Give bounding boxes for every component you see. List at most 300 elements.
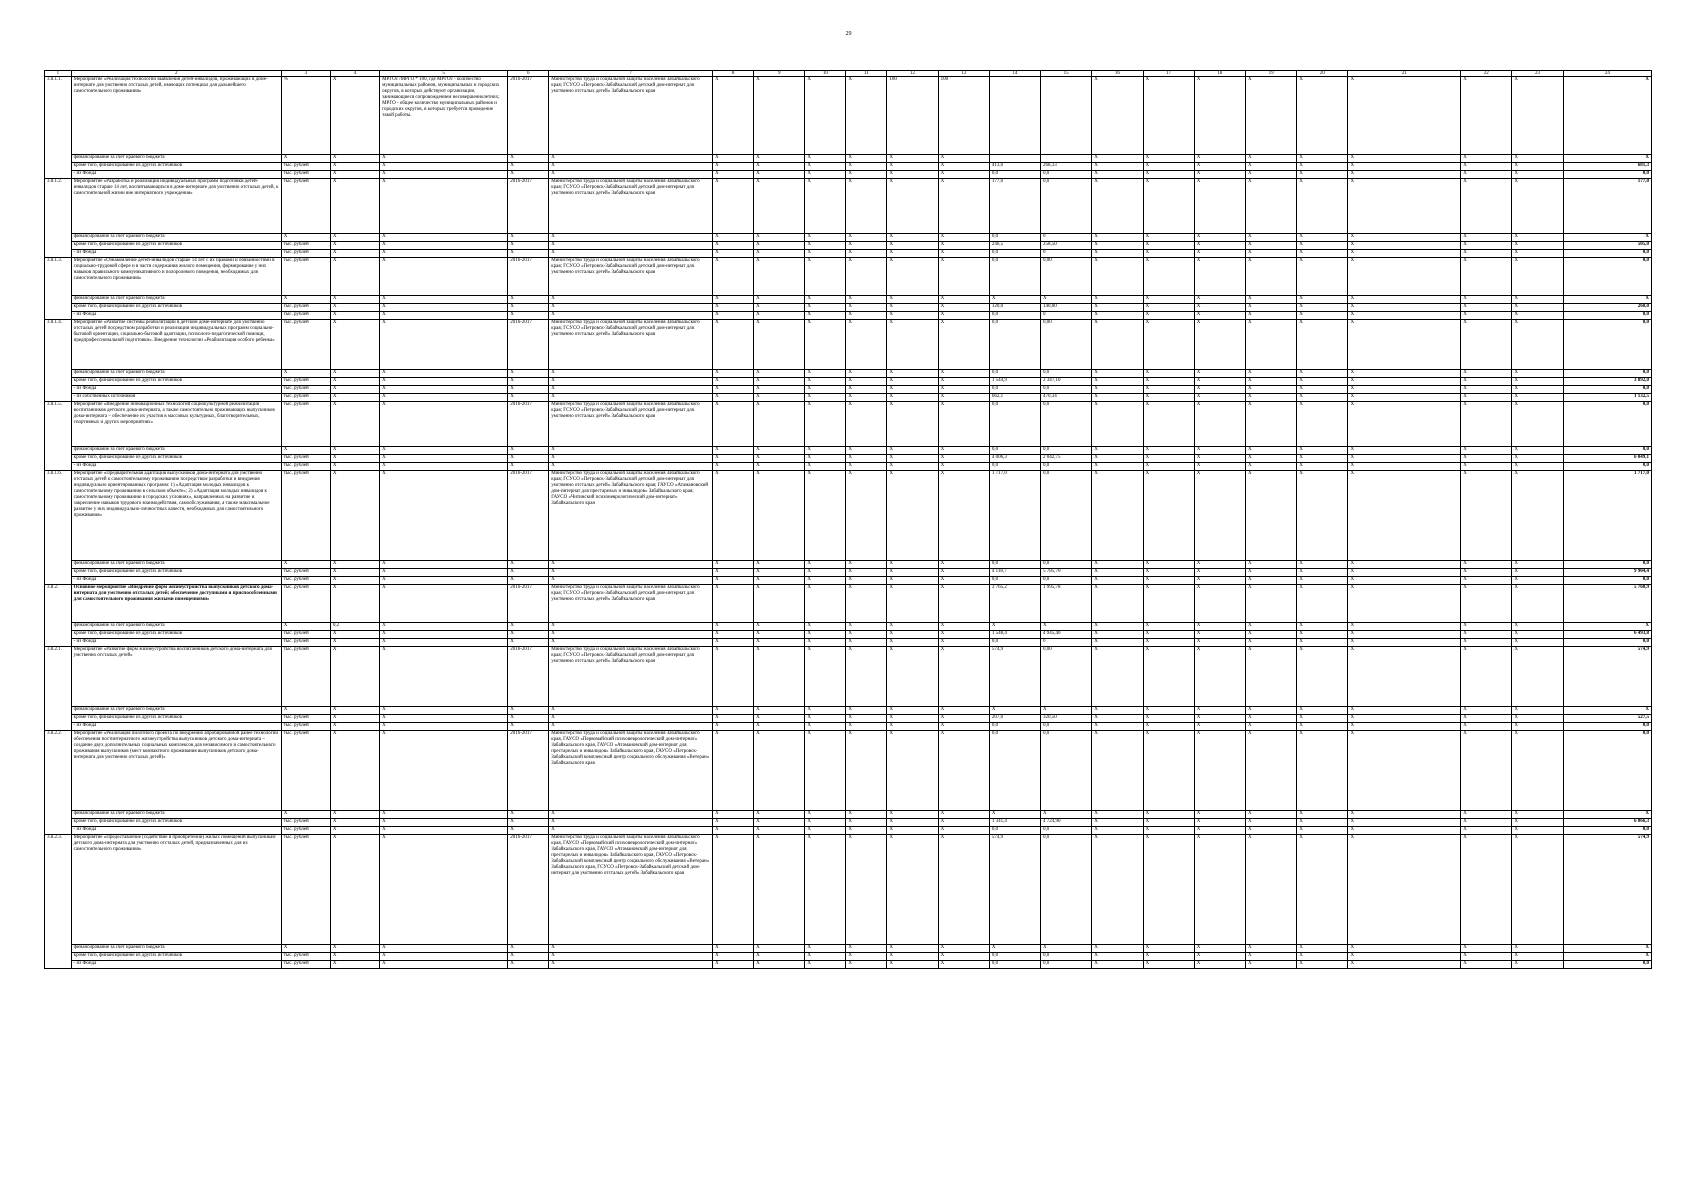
subrow-col7: Х xyxy=(549,447,713,455)
subrow-col19: Х xyxy=(1245,386,1296,394)
subrow-col6: Х xyxy=(508,953,549,961)
subrow-col10: Х xyxy=(805,455,846,463)
subrow-col20: Х xyxy=(1297,296,1348,304)
subrow-col14: 207,0 xyxy=(989,715,1040,723)
subrow-label: финансирование за счет краевого бюджета xyxy=(71,155,281,163)
subrow-col18: Х xyxy=(1194,707,1245,715)
subrow-col10: Х xyxy=(805,163,846,171)
subrow-col11: Х xyxy=(846,961,887,969)
subrow-total: 1 132,5 xyxy=(1563,394,1651,402)
subrow-label: кроме того, финансирование из других источников xyxy=(71,163,281,171)
table-row xyxy=(45,77,1652,155)
subrow-col17: Х xyxy=(1143,447,1194,455)
subrow-total: 0,0 xyxy=(1563,463,1651,471)
subrow-col20: Х xyxy=(1297,577,1348,585)
subrow-col10: Х xyxy=(805,715,846,723)
subrow-col16: Х xyxy=(1092,953,1143,961)
row-code: 3.8.2.2. xyxy=(45,731,72,835)
row-name: Мероприятие «Разработка и реализация индивидуальных программ подготовки детей-инвалидов старше 14 лет, воспитывающихся в доме-интернате для умственно отсталых детей, к самостоятельной жизни вне интернатного учреждения» xyxy=(71,179,281,234)
row-unit: тыс. рублей xyxy=(281,835,330,945)
row-col15: 0,0 xyxy=(1041,471,1092,561)
subrow-total: 505,0 xyxy=(1563,242,1651,250)
subrow-col6: Х xyxy=(508,707,549,715)
subrow-col6: Х xyxy=(508,569,549,577)
subrow-col7: Х xyxy=(549,961,713,969)
subrow-col6: Х xyxy=(508,242,549,250)
row-col23: Х xyxy=(1512,835,1563,945)
subrow-col7: Х xyxy=(549,234,713,242)
column-number-18: 18 xyxy=(1194,71,1245,77)
subrow-col5: Х xyxy=(380,463,508,471)
row-col20: Х xyxy=(1297,585,1348,623)
subrow-col11: Х xyxy=(846,455,887,463)
subrow-col23: Х xyxy=(1512,819,1563,827)
subrow-col15: 0 xyxy=(1041,312,1092,320)
subrow-col10: Х xyxy=(805,394,846,402)
row-total: 574,9 xyxy=(1563,835,1651,945)
subrow-unit: тыс. рублей xyxy=(281,953,330,961)
subrow-col19: Х xyxy=(1245,639,1296,647)
subrow-col21: Х xyxy=(1348,707,1461,715)
row-col18: Х xyxy=(1194,402,1245,447)
row-col4: Х xyxy=(330,258,379,296)
subrow-col9: Х xyxy=(754,447,805,455)
subrow-col8: Х xyxy=(713,242,754,250)
table-subrow-fund xyxy=(45,639,1652,647)
subrow-col7: Х xyxy=(549,827,713,835)
subrow-col21: Х xyxy=(1348,171,1461,179)
subrow-col22: Х xyxy=(1461,296,1512,304)
subrow-label: финансирование за счет краевого бюджета xyxy=(71,561,281,569)
subrow-total: 6 493,8 xyxy=(1563,631,1651,639)
column-number-17: 17 xyxy=(1143,71,1194,77)
subrow-col7: Х xyxy=(549,242,713,250)
subrow-col4: 0,2 xyxy=(330,623,379,631)
subrow-col14: 0,0 xyxy=(989,639,1040,647)
table-subrow-fin-other xyxy=(45,455,1652,463)
subrow-col17: Х xyxy=(1143,961,1194,969)
subrow-col5: Х xyxy=(380,296,508,304)
subrow-col9: Х xyxy=(754,623,805,631)
row-code: 3.8.1.1. xyxy=(45,77,72,179)
subrow-col13: Х xyxy=(938,945,989,953)
row-name: Мероприятие «Реализация технологии выявления детей-инвалидов, проживающих в доме-интернате для умственно отсталых детей, имеющих потенциал для дальнейшего самостоятельного проживания» xyxy=(71,77,281,155)
row-col13: Х xyxy=(938,585,989,623)
row-executor: Министерство труда и социальной защиты населения Забайкальского края; ГСУСО «Петровск-Забайкальский детский дом-интернат для умственно отсталых детей» Забайкальского края xyxy=(549,585,713,623)
subrow-col19: Х xyxy=(1245,577,1296,585)
subrow-col19: Х xyxy=(1245,312,1296,320)
subrow-col11: Х xyxy=(846,827,887,835)
column-number-15: 15 xyxy=(1041,71,1092,77)
subrow-unit: тыс. рублей xyxy=(281,639,330,647)
subrow-col7: Х xyxy=(549,378,713,386)
subrow-col12: Х xyxy=(887,370,938,378)
row-executor: Министерство труда и социальной защиты населения Забайкальского края; ГСУСО «Петровск-Забайкальский детский дом-интернат для умственно отсталых детей» Забайкальского края xyxy=(549,320,713,370)
row-col19: Х xyxy=(1245,77,1296,155)
subrow-col22: Х xyxy=(1461,463,1512,471)
row-col17: Х xyxy=(1143,77,1194,155)
subrow-col16: Х xyxy=(1092,370,1143,378)
subrow-label: - из Фонда xyxy=(71,463,281,471)
row-col22: Х xyxy=(1461,585,1512,623)
subrow-col6: Х xyxy=(508,455,549,463)
subrow-col11: Х xyxy=(846,715,887,723)
subrow-label: кроме того, финансирование из других источников xyxy=(71,631,281,639)
subrow-col15: 4 945,40 xyxy=(1041,631,1092,639)
subrow-col14: 0,0 xyxy=(989,386,1040,394)
subrow-label: финансирование за счет краевого бюджета xyxy=(71,234,281,242)
subrow-col20: Х xyxy=(1297,155,1348,163)
subrow-col17: Х xyxy=(1143,463,1194,471)
row-name: Мероприятие «Развитие форм жизнеустройства воспитанников детского дома-интерната для умственно отсталых детей» xyxy=(71,647,281,707)
subrow-label: кроме того, финансирование из других источников xyxy=(71,569,281,577)
subrow-col4: Х xyxy=(330,250,379,258)
subrow-col9: Х xyxy=(754,945,805,953)
subrow-col18: Х xyxy=(1194,447,1245,455)
table-subrow-fin-other xyxy=(45,715,1652,723)
subrow-col18: Х xyxy=(1194,819,1245,827)
table-subrow-fin-other xyxy=(45,163,1652,171)
subrow-col14: Х xyxy=(989,945,1040,953)
row-col17: Х xyxy=(1143,647,1194,707)
subrow-label: - из Фонда xyxy=(71,312,281,320)
row-col18: Х xyxy=(1194,258,1245,296)
row-col21: Х xyxy=(1348,471,1461,561)
subrow-col23: Х xyxy=(1512,463,1563,471)
table-subrow-fin-kb xyxy=(45,623,1652,631)
subrow-col15: 0,0 xyxy=(1041,463,1092,471)
subrow-col10: Х xyxy=(805,171,846,179)
subrow-col17: Х xyxy=(1143,370,1194,378)
subrow-col11: Х xyxy=(846,312,887,320)
subrow-col15: 0 xyxy=(1041,639,1092,647)
row-col19: Х xyxy=(1245,471,1296,561)
subrow-col17: Х xyxy=(1143,378,1194,386)
table-subrow-fin-kb xyxy=(45,370,1652,378)
subrow-col7: Х xyxy=(549,723,713,731)
subrow-col9: Х xyxy=(754,378,805,386)
subrow-col21: Х xyxy=(1348,250,1461,258)
subrow-col16: Х xyxy=(1092,312,1143,320)
subrow-unit: тыс. рублей xyxy=(281,463,330,471)
subrow-col18: Х xyxy=(1194,312,1245,320)
table-subrow-fin-other xyxy=(45,378,1652,386)
subrow-col19: Х xyxy=(1245,455,1296,463)
subrow-col11: Х xyxy=(846,296,887,304)
table-row xyxy=(45,179,1652,234)
subrow-col23: Х xyxy=(1512,577,1563,585)
subrow-col19: Х xyxy=(1245,569,1296,577)
subrow-col4: Х xyxy=(330,631,379,639)
row-total: 0,0 xyxy=(1563,258,1651,296)
subrow-col8: Х xyxy=(713,715,754,723)
subrow-col14: Х xyxy=(989,811,1040,819)
subrow-col21: Х xyxy=(1348,631,1461,639)
subrow-col18: Х xyxy=(1194,242,1245,250)
subrow-col16: Х xyxy=(1092,811,1143,819)
subrow-col4: Х xyxy=(330,386,379,394)
subrow-col10: Х xyxy=(805,623,846,631)
subrow-col14: 4 006,3 xyxy=(989,455,1040,463)
subrow-col7: Х xyxy=(549,250,713,258)
subrow-col14: 0,0 xyxy=(989,370,1040,378)
table-row xyxy=(45,402,1652,447)
column-number-3: 3 xyxy=(281,71,330,77)
subrow-col15: 0,0 xyxy=(1041,370,1092,378)
row-col11: Х xyxy=(846,471,887,561)
subrow-col16: Х xyxy=(1092,394,1143,402)
program-table xyxy=(44,70,1652,969)
subrow-col9: Х xyxy=(754,250,805,258)
row-name: Мероприятие «Внедрение инновационных технологий социокультурной реабилитации воспитанников детского дома-интерната, а также самостоятельно проживающих выпускников дома-интерната – обеспечение их участия в массовых культурных, благотворительных, спортивных и других мероприятиях» xyxy=(71,402,281,447)
subrow-col21: Х xyxy=(1348,561,1461,569)
row-name: Мероприятие «Предварительная адаптация выпускников дома-интерната для умственно отсталых детей к самостоятельному проживанию посредством разработки и внедрения индивидуально ориентированных программ: 1) «Адаптация молодых инвалидов к самостоятельному проживанию в сельском объекте»; 2) «Адаптация молодых инвалидов к самостоятельному проживанию в городских условиях», направленных на развитие и закрепление навыков трудового взаимодействия, самообслуживания, а также максимальное развитие у них индивидуально-личностных качеств, необходимых для самостоятельного проживания» xyxy=(71,471,281,561)
subrow-col8: Х xyxy=(713,378,754,386)
subrow-col6: Х xyxy=(508,304,549,312)
row-col19: Х xyxy=(1245,402,1296,447)
subrow-col22: Х xyxy=(1461,394,1512,402)
subrow-col19: Х xyxy=(1245,827,1296,835)
subrow-col15: 0,0 xyxy=(1041,827,1092,835)
subrow-col20: Х xyxy=(1297,312,1348,320)
row-col20: Х xyxy=(1297,647,1348,707)
table-row xyxy=(45,320,1652,370)
subrow-col19: Х xyxy=(1245,304,1296,312)
row-code: 3.8.2.3. xyxy=(45,835,72,969)
subrow-col15: 470,34 xyxy=(1041,394,1092,402)
subrow-col19: Х xyxy=(1245,463,1296,471)
subrow-col13: Х xyxy=(938,234,989,242)
subrow-col16: Х xyxy=(1092,304,1143,312)
subrow-col22: Х xyxy=(1461,312,1512,320)
subrow-col12: Х xyxy=(887,631,938,639)
subrow-total: 9 904,4 xyxy=(1563,569,1651,577)
subrow-col21: Х xyxy=(1348,811,1461,819)
subrow-col9: Х xyxy=(754,819,805,827)
subrow-col12: Х xyxy=(887,715,938,723)
subrow-col18: Х xyxy=(1194,234,1245,242)
table-subrow-fund xyxy=(45,386,1652,394)
subrow-col5: Х xyxy=(380,953,508,961)
subrow-col14: Х xyxy=(989,707,1040,715)
subrow-col10: Х xyxy=(805,723,846,731)
subrow-col8: Х xyxy=(713,723,754,731)
subrow-col22: Х xyxy=(1461,631,1512,639)
subrow-col13: Х xyxy=(938,296,989,304)
row-col16: Х xyxy=(1092,585,1143,623)
subrow-col15: 268,33 xyxy=(1041,163,1092,171)
table-subrow-fin-other xyxy=(45,953,1652,961)
row-col13: Х xyxy=(938,402,989,447)
subrow-total: Х xyxy=(1563,945,1651,953)
row-col22: Х xyxy=(1461,258,1512,296)
subrow-label: - из Фонда xyxy=(71,250,281,258)
subrow-col6: Х xyxy=(508,463,549,471)
row-formula: Х xyxy=(380,258,508,296)
row-col20: Х xyxy=(1297,258,1348,296)
subrow-col23: Х xyxy=(1512,242,1563,250)
subrow-col21: Х xyxy=(1348,447,1461,455)
row-executor: Министерство труда и социальной защиты населения Забайкальского края; ГСУСО «Петровск-Забайкальский детский дом-интернат для умственно отсталых детей» Забайкальского края xyxy=(549,258,713,296)
row-col14: 0,0 xyxy=(989,320,1040,370)
table-subrow-fin-kb xyxy=(45,234,1652,242)
subrow-col5: Х xyxy=(380,631,508,639)
subrow-col19: Х xyxy=(1245,819,1296,827)
row-total: Х xyxy=(1563,77,1651,155)
subrow-col14: 0,0 xyxy=(989,312,1040,320)
row-col17: Х xyxy=(1143,731,1194,811)
subrow-unit: Х xyxy=(281,811,330,819)
row-col12: Х xyxy=(887,258,938,296)
subrow-col20: Х xyxy=(1297,234,1348,242)
table-row xyxy=(45,835,1652,945)
table-subrow-fund xyxy=(45,171,1652,179)
subrow-col8: Х xyxy=(713,707,754,715)
row-name: Мероприятие «Развитие системы реабилитации в детском доме-интернате для умственно отсталых детей посредством разработки и реализации индивидуальных программ социально-бытовой ориентации, социально-бытовой адаптации, психолого-педагогической помощи, предпрофессиональной подготовки». Внедрение технологии «Реабилитация особого ребенка» xyxy=(71,320,281,370)
subrow-col21: Х xyxy=(1348,234,1461,242)
subrow-col20: Х xyxy=(1297,631,1348,639)
subrow-col14: 0,0 xyxy=(989,577,1040,585)
row-col23: Х xyxy=(1512,647,1563,707)
subrow-col4: Х xyxy=(330,370,379,378)
subrow-col19: Х xyxy=(1245,378,1296,386)
subrow-total: Х xyxy=(1563,953,1651,961)
subrow-col10: Х xyxy=(805,296,846,304)
row-col17: Х xyxy=(1143,258,1194,296)
subrow-col12: Х xyxy=(887,707,938,715)
row-col11: Х xyxy=(846,402,887,447)
subrow-col13: Х xyxy=(938,250,989,258)
subrow-col14: 0,0 xyxy=(989,250,1040,258)
subrow-col5: Х xyxy=(380,707,508,715)
subrow-col19: Х xyxy=(1245,242,1296,250)
row-col12: Х xyxy=(887,835,938,945)
subrow-col19: Х xyxy=(1245,715,1296,723)
subrow-col4: Х xyxy=(330,463,379,471)
row-col21: Х xyxy=(1348,179,1461,234)
subrow-col16: Х xyxy=(1092,827,1143,835)
subrow-col11: Х xyxy=(846,953,887,961)
subrow-col8: Х xyxy=(713,250,754,258)
subrow-col7: Х xyxy=(549,623,713,631)
subrow-col20: Х xyxy=(1297,569,1348,577)
subrow-col5: Х xyxy=(380,163,508,171)
subrow-col17: Х xyxy=(1143,163,1194,171)
subrow-col9: Х xyxy=(754,463,805,471)
subrow-col8: Х xyxy=(713,447,754,455)
row-col4: Х xyxy=(330,179,379,234)
subrow-label: финансирование за счет краевого бюджета xyxy=(71,811,281,819)
subrow-total: 0,0 xyxy=(1563,723,1651,731)
subrow-col23: Х xyxy=(1512,707,1563,715)
subrow-col14: 1 548,4 xyxy=(989,631,1040,639)
subrow-col7: Х xyxy=(549,577,713,585)
row-executor: Министерство труда и социальной защиты населения Забайкальского края; ГСУСО «Петровск-Забайкальский детский дом-интернат для умственно отсталых детей» Забайкальского края xyxy=(549,77,713,155)
subrow-col22: Х xyxy=(1461,953,1512,961)
subrow-col22: Х xyxy=(1461,639,1512,647)
row-col4: Х xyxy=(330,731,379,811)
row-unit: тыс. рублей xyxy=(281,647,330,707)
subrow-col23: Х xyxy=(1512,953,1563,961)
row-col20: Х xyxy=(1297,320,1348,370)
subrow-unit: тыс. рублей xyxy=(281,394,330,402)
row-col23: Х xyxy=(1512,731,1563,811)
subrow-col5: Х xyxy=(380,378,508,386)
row-formula: Х xyxy=(380,179,508,234)
subrow-col18: Х xyxy=(1194,394,1245,402)
subrow-col9: Х xyxy=(754,715,805,723)
row-col12: Х xyxy=(887,179,938,234)
subrow-col21: Х xyxy=(1348,312,1461,320)
subrow-col18: Х xyxy=(1194,561,1245,569)
row-col15: 0,00 xyxy=(1041,647,1092,707)
subrow-col22: Х xyxy=(1461,569,1512,577)
subrow-col17: Х xyxy=(1143,707,1194,715)
subrow-col8: Х xyxy=(713,819,754,827)
subrow-unit: тыс. рублей xyxy=(281,312,330,320)
subrow-col16: Х xyxy=(1092,250,1143,258)
row-col18: Х xyxy=(1194,731,1245,811)
subrow-col6: Х xyxy=(508,631,549,639)
row-col21: Х xyxy=(1348,585,1461,623)
subrow-col21: Х xyxy=(1348,163,1461,171)
subrow-col14: 0,0 xyxy=(989,234,1040,242)
subrow-col17: Х xyxy=(1143,250,1194,258)
subrow-col6: Х xyxy=(508,250,549,258)
subrow-col19: Х xyxy=(1245,953,1296,961)
subrow-col16: Х xyxy=(1092,577,1143,585)
subrow-col18: Х xyxy=(1194,811,1245,819)
row-col16: Х xyxy=(1092,731,1143,811)
subrow-col22: Х xyxy=(1461,455,1512,463)
subrow-col23: Х xyxy=(1512,370,1563,378)
row-total: 5 760,9 xyxy=(1563,585,1651,623)
subrow-col16: Х xyxy=(1092,378,1143,386)
subrow-col22: Х xyxy=(1461,304,1512,312)
subrow-col16: Х xyxy=(1092,171,1143,179)
row-unit: тыс. рублей xyxy=(281,402,330,447)
subrow-col16: Х xyxy=(1092,569,1143,577)
row-period: 2016-2017 xyxy=(508,179,549,234)
column-number-14: 14 xyxy=(989,71,1040,77)
row-unit: тыс. рублей xyxy=(281,179,330,234)
subrow-label: кроме того, финансирование из других источников xyxy=(71,242,281,250)
subrow-col19: Х xyxy=(1245,561,1296,569)
subrow-col5: Х xyxy=(380,234,508,242)
row-col19: Х xyxy=(1245,835,1296,945)
row-col23: Х xyxy=(1512,471,1563,561)
subrow-col13: Х xyxy=(938,378,989,386)
subrow-col9: Х xyxy=(754,561,805,569)
subrow-col22: Х xyxy=(1461,945,1512,953)
subrow-col15: 2 347,10 xyxy=(1041,378,1092,386)
subrow-label: финансирование за счет краевого бюджета xyxy=(71,945,281,953)
row-unit: тыс. рублей xyxy=(281,731,330,811)
row-col8: Х xyxy=(713,835,754,945)
row-col16: Х xyxy=(1092,647,1143,707)
row-col9: Х xyxy=(754,471,805,561)
table-row xyxy=(45,585,1652,623)
subrow-col21: Х xyxy=(1348,304,1461,312)
subrow-label: финансирование за счет краевого бюджета xyxy=(71,623,281,631)
row-col10: Х xyxy=(805,835,846,945)
row-col15 xyxy=(1041,77,1092,155)
row-col14: 177,0 xyxy=(989,179,1040,234)
row-col13: Х xyxy=(938,320,989,370)
row-col14: 0,0 xyxy=(989,258,1040,296)
row-col10: Х xyxy=(805,471,846,561)
subrow-col17: Х xyxy=(1143,386,1194,394)
